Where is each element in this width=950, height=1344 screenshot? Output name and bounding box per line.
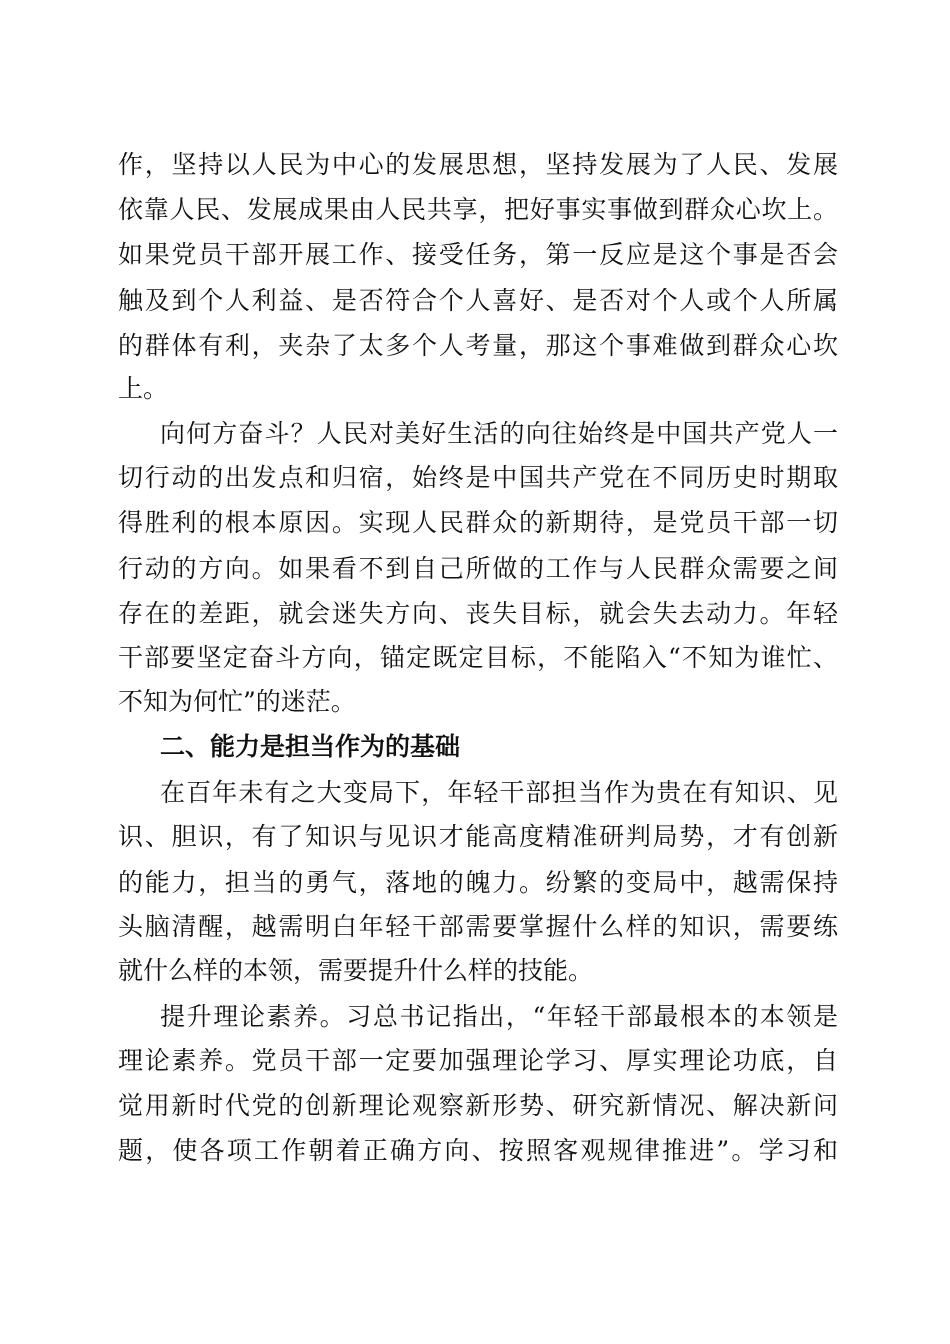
paragraph-3-line-5: 就什么样的本领，需要提升什么样的技能。 <box>118 956 594 985</box>
paragraph-2-line-2: 切行动的出发点和归宿，始终是中国共产党在不同历史时期取 <box>118 463 838 492</box>
paragraph-4-line-2: 理论素养。党员干部一定要加强理论学习、厚实理论功底，自 <box>118 1046 838 1075</box>
paragraph-1-line-4: 触及到个人利益、是否符合个人喜好、是否对个人或个人所属 <box>118 286 838 315</box>
paragraph-3-line-3: 的能力，担当的勇气，落地的魄力。纷繁的变局中，越需保持 <box>118 868 838 897</box>
paragraph-4-line-1: 提升理论素养。习总书记指出，“年轻干部最根本的本领是 <box>160 1002 838 1031</box>
paragraph-3-line-2: 识、胆识，有了知识与见识才能高度精准研判局势，才有创新 <box>118 822 838 851</box>
paragraph-4-line-3: 觉用新时代党的创新理论观察新形势、研究新情况、解决新问 <box>118 1091 838 1120</box>
paragraph-3-line-1: 在百年未有之大变局下，年轻干部担当作为贵在有知识、见 <box>160 778 838 807</box>
paragraph-4-line-4: 题，使各项工作朝着正确方向、按照客观规律推进”。学习和 <box>118 1136 838 1165</box>
paragraph-2-line-5: 存在的差距，就会迷失方向、丧失目标，就会失去动力。年轻 <box>118 599 838 628</box>
paragraph-1-line-6: 上。 <box>118 374 169 403</box>
paragraph-3-line-4: 头脑清醒，越需明白年轻干部需要掌握什么样的知识，需要练 <box>118 912 838 941</box>
paragraph-1-line-2: 依靠人民、发展成果由人民共享，把好事实事做到群众心坎上。 <box>118 195 838 224</box>
paragraph-2-line-6: 干部要坚定奋斗方向，锚定既定目标，不能陷入“不知为谁忙、 <box>118 643 838 672</box>
paragraph-1-line-5: 的群体有利，夹杂了太多个人考量，那这个事难做到群众心坎 <box>118 331 838 360</box>
paragraph-1-line-1: 作，坚持以人民为中心的发展思想，坚持发展为了人民、发展 <box>118 150 838 179</box>
paragraph-2-line-4: 行动的方向。如果看不到自己所做的工作与人民群众需要之间 <box>118 554 838 583</box>
paragraph-2-line-7: 不知为何忙”的迷茫。 <box>118 687 356 716</box>
paragraph-2-line-1: 向何方奋斗？人民对美好生活的向往始终是中国共产党人一 <box>160 419 838 448</box>
section-heading: 二、能力是担当作为的基础 <box>160 732 461 761</box>
paragraph-2-line-3: 得胜利的根本原因。实现人民群众的新期待，是党员干部一切 <box>118 508 838 537</box>
paragraph-1-line-3: 如果党员干部开展工作、接受任务，第一反应是这个事是否会 <box>118 240 838 269</box>
